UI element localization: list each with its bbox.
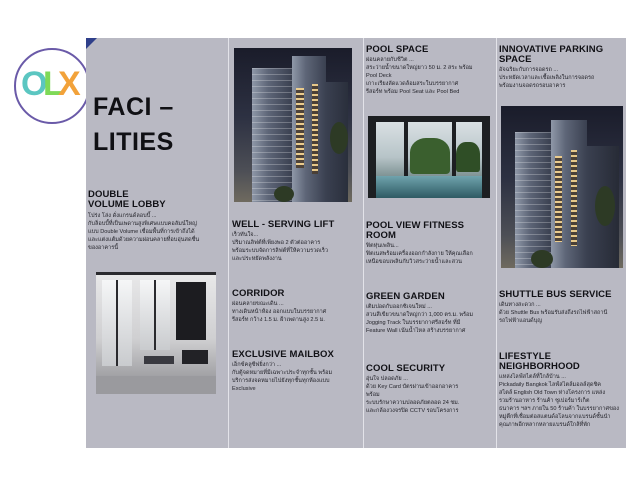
feature-heading: ROOM bbox=[366, 230, 396, 241]
feature-description bbox=[366, 56, 496, 96]
description-line: เติมปอดกับออกซิเจนใหม่ ... bbox=[366, 304, 432, 310]
description-line: รวมร้านอาหาร ร้านค้า ซูเปอร์มาร์เก็ต bbox=[499, 398, 590, 404]
feature-double-volume-lobby bbox=[88, 190, 222, 252]
description-line: รีสอร์ท พร้อม Pool Seat และ Pool Bed bbox=[366, 89, 460, 95]
page-title-line1: FACI – bbox=[93, 93, 174, 121]
column-3 bbox=[366, 38, 496, 448]
feature-pool-view-fitness bbox=[366, 221, 496, 266]
description-line: กับตู้จดหมายที่มีเฉพาะประจำทุกชั้น พร้อม bbox=[232, 370, 333, 376]
description-line: อัจฉริยะกับการจอดรถ ... bbox=[499, 67, 559, 73]
feature-description bbox=[499, 301, 626, 325]
description-line: ทางเดินหน้าห้อง ออกแบบในบรรยากาศ bbox=[232, 309, 327, 315]
building-night-photo bbox=[501, 106, 623, 268]
description-line: เหนือขอบเพลินกับวิวสระว่ายน้ำและสวน bbox=[366, 259, 462, 265]
description-line: ด้วย Shuttle Bus พร้อมรับส่งถึงรถไฟฟ้าสถานี bbox=[499, 310, 608, 316]
column-divider bbox=[363, 38, 364, 448]
feature-exclusive-mailbox bbox=[232, 350, 362, 393]
description-line: สไตล์ English Old Town ห่างโครงการ แหล่ง bbox=[499, 390, 606, 396]
logo-letter-x: X bbox=[58, 65, 81, 103]
building-photo bbox=[234, 48, 352, 202]
description-line: หมู่ตึกที่เชื่อมต่อสแตนด์อโลนจากแบรนด์ชั้นนำ bbox=[499, 414, 611, 420]
description-line: เอ็กซ์คลูซีฟยิ่งกว่า ... bbox=[232, 362, 282, 368]
description-line: กับล็อบบี้ที่เป็นเพดานสูงพิเศษแบบคอลัมน์ใหญ่ bbox=[88, 221, 197, 227]
feature-heading: LIFESTYLE bbox=[499, 351, 552, 362]
description-line: พร้อมงานจอดรถรอบอาคาร bbox=[499, 83, 566, 89]
description-line: รถไฟฟ้าแอนด์บุญ bbox=[499, 318, 543, 324]
description-line: ผ่อนคลายกับชีวิต ... bbox=[366, 57, 414, 63]
description-line: Feature Wall เน้นน้ำไหล สร้างบรรยากาศ bbox=[366, 328, 466, 334]
feature-lifestyle-neighborhood bbox=[499, 352, 626, 429]
feature-description bbox=[366, 303, 496, 335]
description-line: ปริมาณลิฟต์ที่เพียงพอ 2 ตัวต่ออาคาร bbox=[232, 240, 321, 246]
feature-description bbox=[232, 300, 362, 324]
description-line: เร็วทันใจ... bbox=[232, 232, 259, 238]
feature-pool-space bbox=[366, 45, 496, 96]
description-line: ฟิตเนสพร้อมเครื่องออกกำลังกาย ให้คุณเลือก bbox=[366, 251, 473, 257]
feature-heading: CORRIDOR bbox=[232, 288, 285, 299]
description-line: รีสอร์ท กว้าง 1.5 ม. ฝ้าเพดานสูง 2.5 ม. bbox=[232, 317, 325, 323]
page-title-line2: LITIES bbox=[93, 128, 174, 156]
facilities-brochure bbox=[86, 38, 626, 448]
feature-heading: SPACE bbox=[499, 54, 532, 65]
feature-heading: POOL VIEW FITNESS bbox=[366, 220, 465, 231]
olx-logo[interactable] bbox=[14, 48, 90, 124]
feature-well-serving-lift bbox=[232, 220, 362, 263]
column-divider bbox=[496, 38, 497, 448]
description-line: ด้วย Key Card บัตรผ่านเข้าออกอาคาร bbox=[366, 384, 459, 390]
description-line: เกาะเรียงลัดแวดล้อมสระในบรรยากาศ bbox=[366, 81, 459, 87]
lobby-photo bbox=[96, 272, 216, 394]
feature-description bbox=[232, 231, 362, 263]
description-line: และแต่งแต้มด้วยความผ่อนคลายที่อบอุ่นสดชื่น bbox=[88, 237, 200, 243]
description-line: ฟิตหุ่นเพลิน... bbox=[366, 243, 399, 249]
description-line: Pool Deck bbox=[366, 73, 392, 79]
description-line: และกล้องวงจรปิด CCTV รอบโครงการ bbox=[366, 408, 459, 414]
description-line: อุ่นใจ ปลอดภัย ... bbox=[366, 376, 408, 382]
description-line: บริการส่งจดหมายไปยังทุกชั้นทุกห้องแบบ bbox=[232, 378, 330, 384]
column-2 bbox=[232, 38, 362, 448]
feature-heading: SHUTTLE BUS SERVICE bbox=[499, 289, 612, 300]
feature-heading: EXCLUSIVE MAILBOX bbox=[232, 349, 334, 360]
description-line: เดินทางสะดวก ... bbox=[499, 302, 541, 308]
feature-heading: VOLUME LOBBY bbox=[88, 199, 166, 210]
feature-description bbox=[366, 242, 496, 266]
description-line: สวนสีเขียวขนาดใหญ่กว่า 1,000 ตร.ม. พร้อม bbox=[366, 312, 474, 318]
feature-description bbox=[366, 375, 496, 415]
description-line: ของอาคารนี้ bbox=[88, 245, 119, 251]
feature-heading: DOUBLE bbox=[88, 189, 129, 200]
feature-heading: COOL SECURITY bbox=[366, 363, 446, 374]
description-line: ระบบรักษาความปลอดภัยตลอด 24 ชม. bbox=[366, 400, 460, 406]
description-line: Exclusive bbox=[232, 386, 256, 392]
feature-green-garden bbox=[366, 292, 496, 335]
description-line: ธนาคาร ฯลฯ ภายใน 50 ร้านค้า ในบรรยากาศของ bbox=[499, 406, 620, 412]
feature-heading: POOL SPACE bbox=[366, 44, 429, 55]
column-4 bbox=[499, 38, 626, 448]
feature-heading: WELL - SERVING LIFT bbox=[232, 219, 335, 230]
description-line: Pickadaily Bangkok ไลฟ์สไตล์มอลล์สุดชิค bbox=[499, 382, 602, 388]
logo-letter-l: L bbox=[43, 65, 64, 103]
description-line: แหล่งไลฟ์สไตล์ที่ใกล้บ้าน ... bbox=[499, 374, 566, 380]
logo-letter-o: O bbox=[21, 65, 48, 103]
feature-innovative-parking bbox=[499, 45, 626, 90]
feature-description bbox=[232, 361, 362, 393]
feature-cool-security bbox=[366, 364, 496, 415]
description-line: ผ่อนคลายขณะเดิน ... bbox=[232, 301, 284, 307]
column-divider bbox=[228, 38, 229, 448]
feature-heading: INNOVATIVE PARKING bbox=[499, 44, 604, 55]
description-line: และประหยัดพลังงาน bbox=[232, 256, 282, 262]
description-line: สระว่ายน้ำขนาดใหญ่ยาว 50 ม. 2 สระ พร้อม bbox=[366, 65, 473, 71]
description-line: พร้อม bbox=[366, 392, 380, 398]
feature-heading: NEIGHBORHOOD bbox=[499, 361, 580, 372]
column-1 bbox=[88, 38, 222, 448]
feature-description bbox=[499, 66, 626, 90]
page-title bbox=[93, 90, 174, 160]
feature-description bbox=[88, 212, 222, 252]
pool-photo bbox=[368, 116, 490, 198]
description-line: พร้อมระบบจัดการลิฟต์ที่ให้ความรวดเร็ว bbox=[232, 248, 328, 254]
description-line: แบบ Double Volume เชื่อมพื้นที่การเข้าถึงได้ bbox=[88, 229, 195, 235]
feature-corridor bbox=[232, 289, 362, 324]
description-line: ประหยัดเวลาและเชื้อเพลิงในการจอดรถ bbox=[499, 75, 595, 81]
description-line: คุณภาพอีกหลากหลายแบรนด์ใกล้ที่พัก bbox=[499, 422, 591, 428]
description-line: Jogging Track ในบรรยากาศรีสอร์ท ที่มี bbox=[366, 320, 461, 326]
feature-shuttle-bus bbox=[499, 290, 626, 325]
feature-description bbox=[499, 373, 626, 429]
description-line: โปร่ง โล่ง ดั่งแกรนด์ลอบบี้ ... bbox=[88, 213, 157, 219]
feature-heading: GREEN GARDEN bbox=[366, 291, 445, 302]
